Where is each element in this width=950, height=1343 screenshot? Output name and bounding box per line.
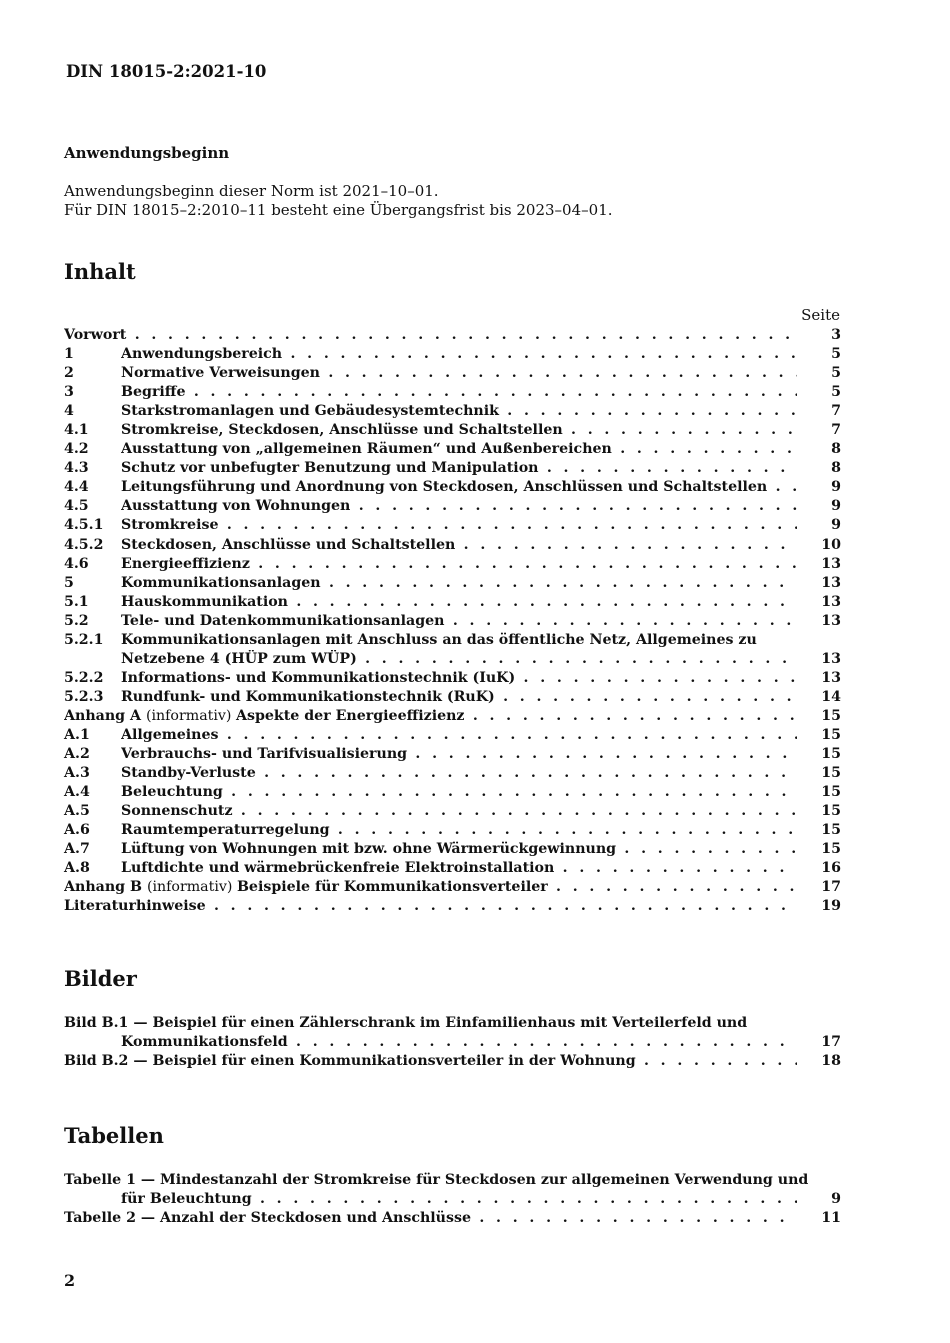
toc-entry-title-cont: [121, 650, 797, 669]
toc-entry: [64, 1052, 841, 1071]
toc-entry-number: 5: [64, 574, 74, 591]
toc-title-wrap: [121, 784, 223, 800]
toc-title-wrap: [64, 1210, 471, 1226]
toc-entry-title: [64, 878, 797, 897]
toc-entry-title: [121, 364, 797, 383]
toc-entry: [64, 402, 841, 421]
toc-title-wrap: [64, 708, 464, 724]
toc-entry-page: 18: [821, 1053, 841, 1070]
toc-title: Lüftung von Wohnungen mit bzw. ohne Wärmerückgewinnung: [121, 841, 617, 858]
toc-entry: [64, 364, 841, 383]
toc-entry-title-text: [64, 1053, 797, 1069]
toc-title: Raumtemperaturregelung: [121, 822, 330, 839]
toc-title: Allgemeines: [121, 726, 219, 743]
toc-entry: [64, 688, 841, 707]
toc-entry-title: [121, 612, 797, 631]
heading-tabellen: Tabellen: [64, 1123, 164, 1148]
toc-title: Luftdichte und wärmebrückenfreie Elektroinstallation: [121, 860, 555, 877]
toc-title: Vorwort: [64, 327, 127, 343]
toc-entry-number: A.1: [64, 726, 90, 743]
section-title-anwendungsbeginn: Anwendungsbeginn: [64, 144, 230, 162]
toc-title: Beleuchtung: [121, 784, 223, 801]
toc-title: Tabelle 2 — Anzahl der Steckdosen und Anschlüsse: [64, 1210, 472, 1227]
toc-entry: [64, 726, 841, 745]
toc-entry: [64, 878, 841, 897]
paragraph-line: Anwendungsbeginn dieser Norm ist 2021–10–01.: [64, 182, 439, 200]
toc-entry-continuation: [64, 1033, 841, 1052]
toc-title: Informations- und Kommunikationstechnik (IuK): [121, 669, 516, 686]
toc-entry-title: [121, 555, 797, 574]
toc-entry-title-text: [121, 537, 797, 553]
toc-entry-title-text: [64, 708, 797, 724]
toc-entry: [64, 421, 841, 440]
toc-entry-number: 4.5.2: [64, 536, 104, 553]
toc-title: Literaturhinweise: [64, 898, 206, 915]
toc-entry-title: [121, 840, 797, 859]
toc-entry-title-text: [121, 746, 797, 762]
toc-entry-title-text: [121, 441, 797, 457]
list-of-tables: [64, 1171, 841, 1228]
toc-title-wrap: [121, 537, 455, 553]
paragraph-line: Für DIN 18015–2:2010–11 besteht eine Übergangsfrist bis 2023–04–01.: [64, 201, 613, 219]
toc-entry-number: A.4: [64, 784, 90, 801]
toc-entry-title-text: [121, 422, 797, 438]
toc-entry-title: [121, 402, 797, 421]
toc-entry-title: Bild B.1 — Beispiel für einen Zählerschrank im Einfamilienhaus mit Verteilerfeld und: [64, 1015, 748, 1031]
toc-title-wrap: [121, 575, 321, 591]
toc-entry-title: [64, 326, 797, 345]
toc-entry-number: 5.2.2: [64, 669, 104, 686]
toc-entry-page: 3: [831, 327, 841, 343]
toc-entry: [64, 574, 841, 593]
toc-entry-title: [121, 593, 797, 612]
toc-entry-title: [64, 707, 797, 726]
toc-entry-continuation: [64, 650, 841, 669]
toc-entry-title-text: [121, 517, 797, 533]
toc-entry: [64, 840, 841, 859]
toc-entry-title-text: [64, 879, 797, 895]
toc-title: Tele- und Datenkommunikationsanlagen: [121, 612, 445, 629]
toc-entry-page: 15: [821, 784, 841, 801]
toc-entry: [64, 631, 841, 650]
toc-title: Schutz vor unbefugter Benutzung und Manipulation: [121, 460, 539, 477]
toc-entry-title: [121, 764, 797, 783]
toc-entry-title-text: [64, 327, 797, 343]
toc-entry-title: [121, 478, 797, 497]
toc-entry-title-text: [121, 784, 797, 800]
toc-entry-title-text: [121, 689, 797, 705]
toc-entry-page: 9: [831, 479, 841, 496]
toc-entry-number: A.6: [64, 822, 90, 839]
toc-entry-title-text: [121, 803, 797, 819]
toc-entry-number: A.5: [64, 803, 90, 820]
toc-entry-title-text: [121, 822, 797, 838]
toc-entry-title-text: [64, 898, 797, 914]
toc-entry-title-text: [64, 1210, 797, 1226]
toc-title-wrap: [121, 765, 256, 781]
toc-entry-page: 15: [821, 726, 841, 743]
toc-entry: [64, 497, 841, 516]
toc-entry-page: 13: [821, 555, 841, 572]
toc-entry-page: 7: [831, 403, 841, 420]
toc-entry: [64, 707, 841, 726]
toc-title-wrap: [64, 327, 126, 343]
toc-title: Normative Verweisungen: [121, 365, 320, 382]
heading-bilder: Bilder: [64, 966, 137, 991]
toc-entry: [64, 783, 841, 802]
toc-entry-title-cont: [121, 1033, 797, 1052]
toc-entry-title: [121, 536, 797, 555]
toc-entry-page: 8: [831, 441, 841, 458]
toc-title-wrap: [121, 670, 515, 686]
toc-entry-continuation: [64, 1190, 841, 1209]
toc-entry-page: 9: [831, 517, 841, 534]
toc-title-wrap: [121, 746, 407, 762]
toc-entry-title-text: [121, 365, 797, 381]
toc-entry-title: [121, 345, 797, 364]
toc-entry-title-text: Kommunikationsfeld . . .: [121, 1034, 797, 1050]
toc-title-wrap: [121, 403, 499, 419]
toc-entry-title-text: [121, 346, 797, 362]
toc-entry: [64, 440, 841, 459]
toc-title: Anwendungsbereich: [121, 346, 283, 363]
toc-entry-page: 9: [831, 498, 841, 515]
toc-title: Begriffe: [121, 384, 186, 401]
toc-entry-title: Kommunikationsanlagen mit Anschluss an das öffentliche Netz, Allgemeines zu: [121, 631, 757, 648]
toc-entry-page: 5: [831, 365, 841, 382]
annex-informative: (informativ): [145, 707, 236, 724]
toc-entry-number: 5.2: [64, 612, 89, 629]
toc-entry-page: 13: [821, 593, 841, 610]
toc-entry-number: 1: [64, 346, 74, 363]
toc-entry: [64, 612, 841, 631]
toc-entry: [64, 859, 841, 878]
toc-entry-number: 4.5: [64, 498, 89, 515]
annex-label: Anhang A: [64, 707, 146, 724]
toc-entry: [64, 326, 841, 345]
toc-entry-title-text: Netzebene 4 (HÜP zum WÜP) . . .: [121, 651, 797, 667]
toc-entry-title-text: [121, 727, 797, 743]
toc-title-wrap: [64, 879, 548, 895]
toc-entry-page: 7: [831, 422, 841, 439]
toc-entry-page: 15: [821, 822, 841, 839]
toc-title-wrap: [121, 479, 767, 495]
heading-inhalt: Inhalt: [64, 259, 136, 284]
toc-entry-page: 15: [821, 841, 841, 858]
toc-entry-page: 15: [821, 765, 841, 782]
toc-entry: [64, 1171, 841, 1190]
toc-entry-page: 5: [831, 346, 841, 363]
toc-entry-title: [121, 459, 797, 478]
toc-title: Leitungsführung und Anordnung von Steckdosen, Anschlüssen und Schaltstellen: [121, 479, 768, 496]
toc-entry-title-text: [121, 575, 797, 591]
page-column-label: Seite: [801, 306, 840, 324]
toc-entry-title: [121, 421, 797, 440]
toc-entry-page: 19: [821, 898, 841, 915]
toc-entry-title: [121, 821, 797, 840]
toc-title-wrap: [121, 498, 350, 514]
toc-entry-page: 8: [831, 460, 841, 477]
toc-entry-page: 14: [821, 688, 841, 705]
toc-title-wrap: [121, 346, 282, 362]
toc-title: Beispiele für Kommunikationsverteiler: [236, 879, 548, 896]
toc-entry-title-cont: [121, 1190, 797, 1209]
toc-title-wrap: [64, 1053, 636, 1069]
toc-entry-title: [121, 669, 797, 688]
toc-entry-title: [121, 440, 797, 459]
toc-entry-number: A.7: [64, 841, 90, 858]
toc-entry: [64, 345, 841, 364]
toc-entry-number: A.3: [64, 765, 90, 782]
toc-entry-number: 5.2.3: [64, 688, 104, 705]
toc-title: Steckdosen, Anschlüsse und Schaltstellen: [121, 536, 456, 553]
toc-entry-title: [121, 783, 797, 802]
toc-entry-number: A.8: [64, 860, 90, 877]
toc-entry-page: 13: [821, 574, 841, 591]
toc-entry: [64, 802, 841, 821]
toc-title: Ausstattung von Wohnungen: [121, 498, 351, 515]
toc-entry: [64, 669, 841, 688]
toc-entry-page: 16: [821, 860, 841, 877]
toc-title: Aspekte der Energieeffizienz: [235, 707, 465, 724]
toc-title-wrap: [64, 898, 206, 914]
toc-entry-title-text: [121, 556, 797, 572]
toc-entry-page: 11: [821, 1210, 841, 1227]
toc-title-wrap: [121, 613, 445, 629]
toc-entry-title-text: [121, 860, 797, 876]
toc-title-wrap: [121, 441, 612, 457]
toc-entry-page: 15: [821, 803, 841, 820]
toc-entry-title-text: [121, 594, 797, 610]
toc-entry-title: [121, 859, 797, 878]
toc-title-wrap: [121, 822, 330, 838]
toc-entry-page: 17: [821, 1034, 841, 1051]
toc-entry-title: [121, 497, 797, 516]
toc-entry-title: [64, 1052, 797, 1071]
toc-entry-title: [121, 383, 797, 402]
toc-title-wrap: [121, 803, 233, 819]
toc-entry-title: [121, 574, 797, 593]
toc-entry: [64, 593, 841, 612]
toc-entry-number: 4.3: [64, 460, 89, 477]
toc-entry: [64, 383, 841, 402]
toc-title-wrap: [121, 384, 185, 400]
toc-entry-number: 4.1: [64, 422, 89, 439]
annex-label: Anhang B: [64, 879, 147, 896]
toc-title: Energieeffizienz: [121, 555, 250, 572]
toc-title-wrap: [121, 460, 538, 476]
toc-title-wrap: [121, 727, 219, 743]
toc-entry-title-text: [121, 765, 797, 781]
toc-entry: [64, 745, 841, 764]
toc-title-wrap: [121, 594, 288, 610]
toc-entry-title: [64, 1209, 797, 1228]
toc-entry: [64, 764, 841, 783]
document-id: DIN 18015-2:2021-10: [66, 62, 267, 81]
toc-entry-number: 4.4: [64, 479, 89, 496]
toc-title: Hauskommunikation: [121, 593, 288, 610]
toc-entry-title: Tabelle 1 — Mindestanzahl der Stromkreise für Steckdosen zur allgemeinen Verwendung und: [64, 1172, 809, 1188]
toc-entry: [64, 1014, 841, 1033]
toc-entry-number: 4: [64, 403, 74, 420]
toc-entry-number: 3: [64, 384, 74, 401]
list-of-figures: [64, 1014, 841, 1071]
toc-title-wrap: [121, 689, 495, 705]
toc-entry: [64, 1209, 841, 1228]
toc-entry-title-text: [121, 613, 797, 629]
toc-entry-title-text: [121, 841, 797, 857]
toc-entry-page: 10: [821, 536, 841, 553]
toc-entry-title: [121, 802, 797, 821]
toc-entry-number: 4.6: [64, 555, 89, 572]
toc-entry: [64, 897, 841, 916]
toc-entry-page: 13: [821, 650, 841, 667]
toc-entry-title-text: [121, 460, 797, 476]
toc-entry-number: 5.1: [64, 593, 89, 610]
toc-entry-page: 9: [831, 1191, 841, 1208]
toc-title-wrap: [121, 556, 250, 572]
table-of-contents: [64, 326, 841, 916]
toc-entry-number: 4.2: [64, 441, 89, 458]
toc-entry-title: [121, 726, 797, 745]
page-number: 2: [64, 1271, 76, 1290]
toc-entry-title-text: [121, 403, 797, 419]
toc-entry-title-text: [121, 670, 797, 686]
toc-entry: [64, 821, 841, 840]
toc-entry-page: 15: [821, 746, 841, 763]
toc-title-wrap: [121, 860, 554, 876]
toc-entry-number: 5.2.1: [64, 631, 104, 648]
toc-title-wrap: [121, 422, 563, 438]
toc-entry-title-text: [121, 498, 797, 514]
toc-title-wrap: [121, 517, 218, 533]
toc-entry: [64, 536, 841, 555]
toc-entry-number: 4.5.1: [64, 517, 104, 534]
toc-entry-title-text: [121, 384, 797, 400]
toc-entry-number: A.2: [64, 746, 90, 763]
toc-title: Standby-Verluste: [121, 765, 256, 782]
toc-entry-page: 13: [821, 669, 841, 686]
toc-title: Sonnenschutz: [121, 803, 233, 820]
toc-title-wrap: [121, 365, 320, 381]
toc-entry-title: [121, 516, 797, 535]
toc-entry-title: [121, 688, 797, 707]
toc-title: Kommunikationsanlagen: [121, 574, 321, 591]
toc-entry: [64, 555, 841, 574]
toc-title: Stromkreise, Steckdosen, Anschlüsse und Schaltstellen: [121, 422, 563, 439]
toc-entry: [64, 516, 841, 535]
toc-title: Rundfunk- und Kommunikationstechnik (RuK): [121, 688, 495, 705]
toc-entry-title: [64, 897, 797, 916]
toc-entry-page: 5: [831, 384, 841, 401]
toc-entry-page: 13: [821, 612, 841, 629]
toc-entry-title-text: für Beleuchtung . . .: [121, 1191, 797, 1207]
toc-entry: [64, 459, 841, 478]
toc-title: Starkstromanlagen und Gebäudesystemtechnik: [121, 403, 499, 420]
toc-title: Ausstattung von „allgemeinen Räumen“ und Außenbereichen: [121, 441, 612, 458]
toc-title: Verbrauchs- und Tarifvisualisierung: [121, 746, 408, 763]
toc-entry-title: [121, 745, 797, 764]
toc-entry-page: 15: [821, 707, 841, 724]
toc-entry-page: 17: [821, 879, 841, 896]
annex-informative: (informativ): [146, 879, 237, 896]
toc-title: Stromkreise: [121, 517, 219, 534]
toc-entry-number: 2: [64, 365, 74, 382]
toc-entry-title-text: [121, 479, 797, 495]
toc-title-wrap: [121, 841, 616, 857]
toc-title: Bild B.2 — Beispiel für einen Kommunikationsverteiler in der Wohnung: [64, 1053, 636, 1070]
toc-entry: [64, 478, 841, 497]
